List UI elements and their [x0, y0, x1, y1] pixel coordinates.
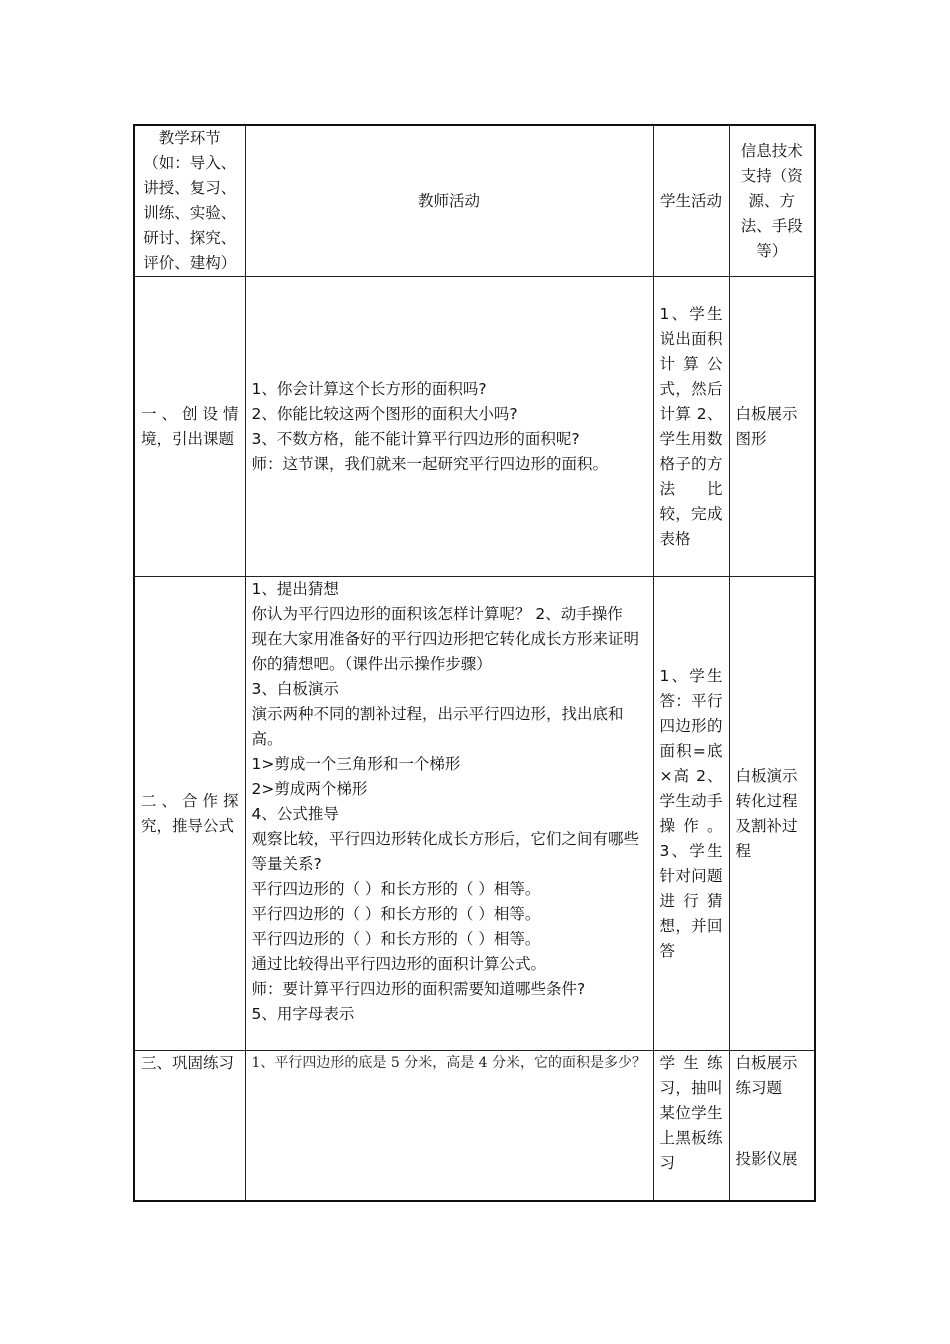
stage-cell: 二、合作探究，推导公式	[134, 577, 245, 1051]
teacher-line: 通过比较得出平行四边形的面积计算公式。	[251, 955, 547, 973]
teacher-activity-cell	[245, 277, 653, 577]
tech-support-cell	[729, 1051, 815, 1201]
header-teacher-activity: 教师活动	[245, 125, 653, 277]
tech-support-cell: 白板演示转化过程及割补过程	[729, 577, 815, 1051]
table-row	[134, 577, 815, 1051]
stage-cell: 三、巩固练习	[134, 1051, 245, 1201]
table-row	[134, 277, 815, 577]
teacher-line: 你认为平行四边形的面积该怎样计算呢？ 2、动手操作	[251, 605, 623, 623]
teacher-line: 平行四边形的（ ）和长方形的（ ）相等。	[251, 880, 541, 898]
student-activity-cell: 1、学生说出面积计算公式，然后计算 2、学生用数格子的方法 比较，完成表格	[653, 277, 729, 577]
teacher-line: 平行四边形的（ ）和长方形的（ ）相等。	[251, 905, 541, 923]
teacher-activity-cell	[245, 577, 653, 1051]
teacher-line: 1、平行四边形的底是 5 分米，高是 4 分米，它的面积是多少？	[251, 1055, 647, 1071]
teacher-line: 5、用字母表示	[251, 1005, 355, 1023]
stage-cell: 一、创设情境，引出课题	[134, 277, 245, 577]
teacher-line: 现在大家用准备好的平行四边形把它转化成长方形来证明你的猜想吧。（课件出示操作步骤）	[251, 630, 640, 673]
teacher-line: 4、公式推导	[251, 805, 339, 823]
teacher-line: 2>剪成两个梯形	[251, 780, 368, 798]
teacher-line: 1>剪成一个三角形和一个梯形	[251, 755, 461, 773]
teacher-activity-cell	[245, 1051, 653, 1201]
table-header-row	[134, 125, 815, 277]
lesson-plan-table	[133, 124, 816, 1202]
teacher-line: 3、不数方格，能不能计算平行四边形的面积呢?	[251, 429, 580, 448]
teacher-line: 3、白板演示	[251, 680, 339, 698]
header-stage: 教学环节（如：导入、讲授、复习、训练、实验、研讨、探究、评价、建构）	[134, 125, 245, 277]
student-activity-cell: 1、学生答：平行四边形的面积=底×高 2、学生动手操作。 3、学生针对问题进行猜想，并回答	[653, 577, 729, 1051]
teacher-line: 2、你能比较这两个图形的面积大小吗?	[251, 404, 518, 423]
tech-support-cell: 白板展示图形	[729, 277, 815, 577]
tech-support-note: 投影仪展	[735, 1150, 798, 1168]
teacher-line: 1、提出猜想	[251, 580, 339, 598]
teacher-line: 平行四边形的（ ）和长方形的（ ）相等。	[251, 930, 541, 948]
teacher-line: 1、你会计算这个长方形的面积吗?	[251, 379, 487, 398]
teacher-line: 师：要计算平行四边形的面积需要知道哪些条件?	[251, 980, 586, 998]
table-row	[134, 1051, 815, 1201]
header-student-activity: 学生活动	[653, 125, 729, 277]
teacher-line: 观察比较，平行四边形转化成长方形后，它们之间有哪些等量关系?	[251, 830, 640, 873]
tech-support-text: 白板展示练习题	[735, 1054, 798, 1097]
header-tech-support: 信息技术支持（资源、方法、手段等）	[729, 125, 815, 277]
student-activity-cell: 学生练习，抽叫某位学生上黑板练习	[653, 1051, 729, 1201]
teacher-line: 师：这节课，我们就来一起研究平行四边形的面积。	[251, 454, 609, 473]
teacher-line: 演示两种不同的割补过程，出示平行四边形，找出底和高。	[251, 705, 624, 748]
